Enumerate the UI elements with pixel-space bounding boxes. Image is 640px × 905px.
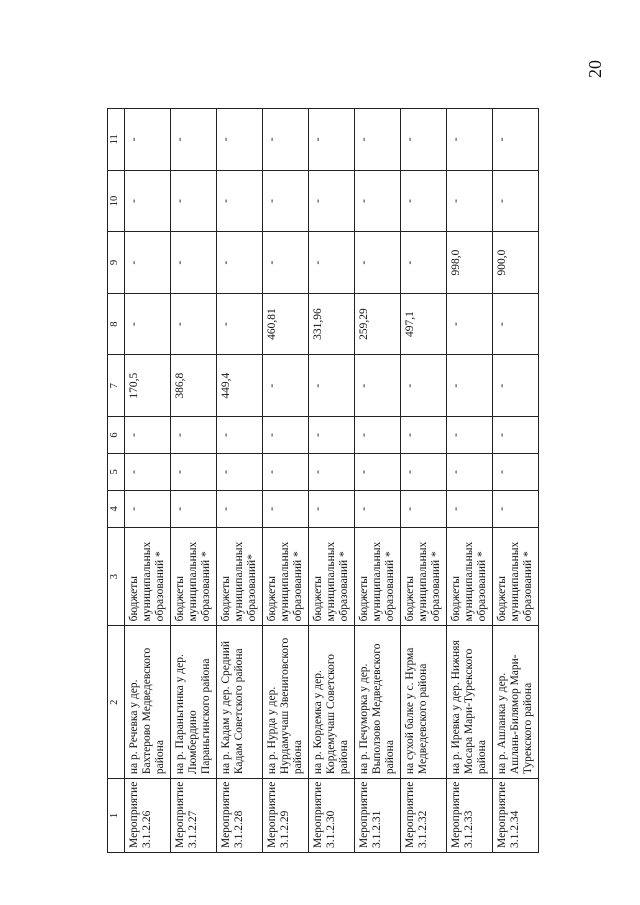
table-row xyxy=(401,109,447,853)
value-cell: - xyxy=(217,293,263,355)
event-cell: Мероприятие 3.1.2.28 xyxy=(217,779,263,853)
event-cell: Мероприятие 3.1.2.34 xyxy=(493,779,539,853)
value-cell: - xyxy=(447,416,493,453)
header-row xyxy=(108,109,125,853)
value-cell: - xyxy=(401,453,447,490)
page-number: 20 xyxy=(585,60,605,78)
location-cell: на р. Печуморка у дер. Выползово Медведевского района xyxy=(355,626,401,779)
value-cell: - xyxy=(447,355,493,417)
value-cell: - xyxy=(171,109,217,171)
table-row xyxy=(217,109,263,853)
value-cell: - xyxy=(309,416,355,453)
value-cell: - xyxy=(401,416,447,453)
value-cell: - xyxy=(493,170,539,232)
value-cell: - xyxy=(125,109,171,171)
value-cell: - xyxy=(401,109,447,171)
value-cell: - xyxy=(309,355,355,417)
value-cell: - xyxy=(355,416,401,453)
value-cell: 449,4 xyxy=(217,355,263,417)
value-cell: - xyxy=(447,170,493,232)
value-cell: - xyxy=(493,109,539,171)
table-row xyxy=(493,109,539,853)
value-cell: 170,5 xyxy=(125,355,171,417)
value-cell: - xyxy=(309,453,355,490)
value-cell: - xyxy=(309,170,355,232)
location-cell: на р. Ашланка у дер. Ашлань-Билямор Мари-Турекского района xyxy=(493,626,539,779)
table-row xyxy=(355,109,401,853)
value-cell: - xyxy=(355,232,401,294)
column-header: 2 xyxy=(108,626,125,779)
table-body xyxy=(125,109,539,853)
value-cell: - xyxy=(217,170,263,232)
value-cell: - xyxy=(401,170,447,232)
budget-cell: бюджеты муниципальных образований * xyxy=(447,527,493,626)
column-header: 10 xyxy=(108,170,125,232)
value-cell: - xyxy=(125,293,171,355)
funding-table xyxy=(107,108,539,853)
event-cell: Мероприятие 3.1.2.26 xyxy=(125,779,171,853)
value-cell: - xyxy=(493,490,539,527)
value-cell: - xyxy=(125,490,171,527)
value-cell: - xyxy=(171,293,217,355)
event-cell: Мероприятие 3.1.2.29 xyxy=(263,779,309,853)
budget-cell: бюджеты муниципальных образований * xyxy=(263,527,309,626)
value-cell: 259,29 xyxy=(355,293,401,355)
event-cell: Мероприятие 3.1.2.30 xyxy=(309,779,355,853)
value-cell: - xyxy=(125,170,171,232)
budget-cell: бюджеты муниципальных образований * xyxy=(355,527,401,626)
value-cell: - xyxy=(263,170,309,232)
location-cell: на сухой балке у с. Нурма Медведевского района xyxy=(401,626,447,779)
value-cell: 386,8 xyxy=(171,355,217,417)
location-cell: на р. Речевка у дер. Бахтерово Медведевского района xyxy=(125,626,171,779)
value-cell: - xyxy=(217,490,263,527)
budget-cell: бюджеты муниципальных образований * xyxy=(125,527,171,626)
value-cell: - xyxy=(171,490,217,527)
value-cell: - xyxy=(493,453,539,490)
value-cell: - xyxy=(493,416,539,453)
budget-cell: бюджеты муниципальных образований * xyxy=(171,527,217,626)
value-cell: - xyxy=(263,109,309,171)
value-cell: - xyxy=(263,490,309,527)
table-row xyxy=(263,109,309,853)
value-cell: - xyxy=(309,232,355,294)
value-cell: - xyxy=(355,170,401,232)
budget-cell: бюджеты муниципальных образований * xyxy=(401,527,447,626)
column-header: 1 xyxy=(108,779,125,853)
column-header: 9 xyxy=(108,232,125,294)
value-cell: - xyxy=(355,355,401,417)
value-cell: - xyxy=(401,490,447,527)
value-cell: - xyxy=(217,416,263,453)
value-cell: - xyxy=(171,453,217,490)
budget-cell: бюджеты муниципальных образований* xyxy=(217,527,263,626)
value-cell: - xyxy=(217,109,263,171)
value-cell: 331,96 xyxy=(309,293,355,355)
table-row xyxy=(125,109,171,853)
table-row xyxy=(447,109,493,853)
value-cell: - xyxy=(355,490,401,527)
event-cell: Мероприятие 3.1.2.31 xyxy=(355,779,401,853)
value-cell: - xyxy=(171,416,217,453)
value-cell: - xyxy=(263,355,309,417)
value-cell: - xyxy=(263,232,309,294)
budget-cell: бюджеты муниципальных образований * xyxy=(493,527,539,626)
value-cell: - xyxy=(125,453,171,490)
column-header: 3 xyxy=(108,527,125,626)
event-cell: Мероприятие 3.1.2.33 xyxy=(447,779,493,853)
value-cell: - xyxy=(493,293,539,355)
value-cell: 460,81 xyxy=(263,293,309,355)
location-cell: на р. Нурда у дер. Нурдамучаш Звениговского района xyxy=(263,626,309,779)
location-cell: на р. Кадам у дер. Средний Кадам Советского района xyxy=(217,626,263,779)
value-cell: - xyxy=(309,490,355,527)
value-cell: 998,0 xyxy=(447,232,493,294)
budget-cell: бюджеты муниципальных образований * xyxy=(309,527,355,626)
value-cell: - xyxy=(125,416,171,453)
value-cell: 497,1 xyxy=(401,293,447,355)
value-cell: - xyxy=(171,232,217,294)
table-row xyxy=(309,109,355,853)
value-cell: - xyxy=(309,109,355,171)
value-cell: - xyxy=(355,109,401,171)
event-cell: Мероприятие 3.1.2.27 xyxy=(171,779,217,853)
value-cell: - xyxy=(125,232,171,294)
value-cell: - xyxy=(447,490,493,527)
value-cell: - xyxy=(447,109,493,171)
value-cell: - xyxy=(355,453,401,490)
value-cell: - xyxy=(447,293,493,355)
value-cell: - xyxy=(401,232,447,294)
column-header: 7 xyxy=(108,355,125,417)
value-cell: - xyxy=(447,453,493,490)
table-header xyxy=(108,109,125,853)
value-cell: - xyxy=(263,416,309,453)
value-cell: - xyxy=(171,170,217,232)
value-cell: - xyxy=(493,355,539,417)
location-cell: на р. Кордемка у дер. Кордемучаш Советского района xyxy=(309,626,355,779)
value-cell: - xyxy=(217,453,263,490)
value-cell: - xyxy=(263,453,309,490)
column-header: 11 xyxy=(108,109,125,171)
column-header: 8 xyxy=(108,293,125,355)
column-header: 4 xyxy=(108,490,125,527)
location-cell: на р. Иревка у дер. Нижняя Мосара Мари-Турекского района xyxy=(447,626,493,779)
column-header: 6 xyxy=(108,416,125,453)
table-row xyxy=(171,109,217,853)
location-cell: на р. Параньгинка у дер. Люмбердино Параньгинского района xyxy=(171,626,217,779)
column-header: 5 xyxy=(108,453,125,490)
value-cell: - xyxy=(217,232,263,294)
rotated-table-container xyxy=(107,108,539,853)
value-cell: 900,0 xyxy=(493,232,539,294)
event-cell: Мероприятие 3.1.2.32 xyxy=(401,779,447,853)
value-cell: - xyxy=(401,355,447,417)
